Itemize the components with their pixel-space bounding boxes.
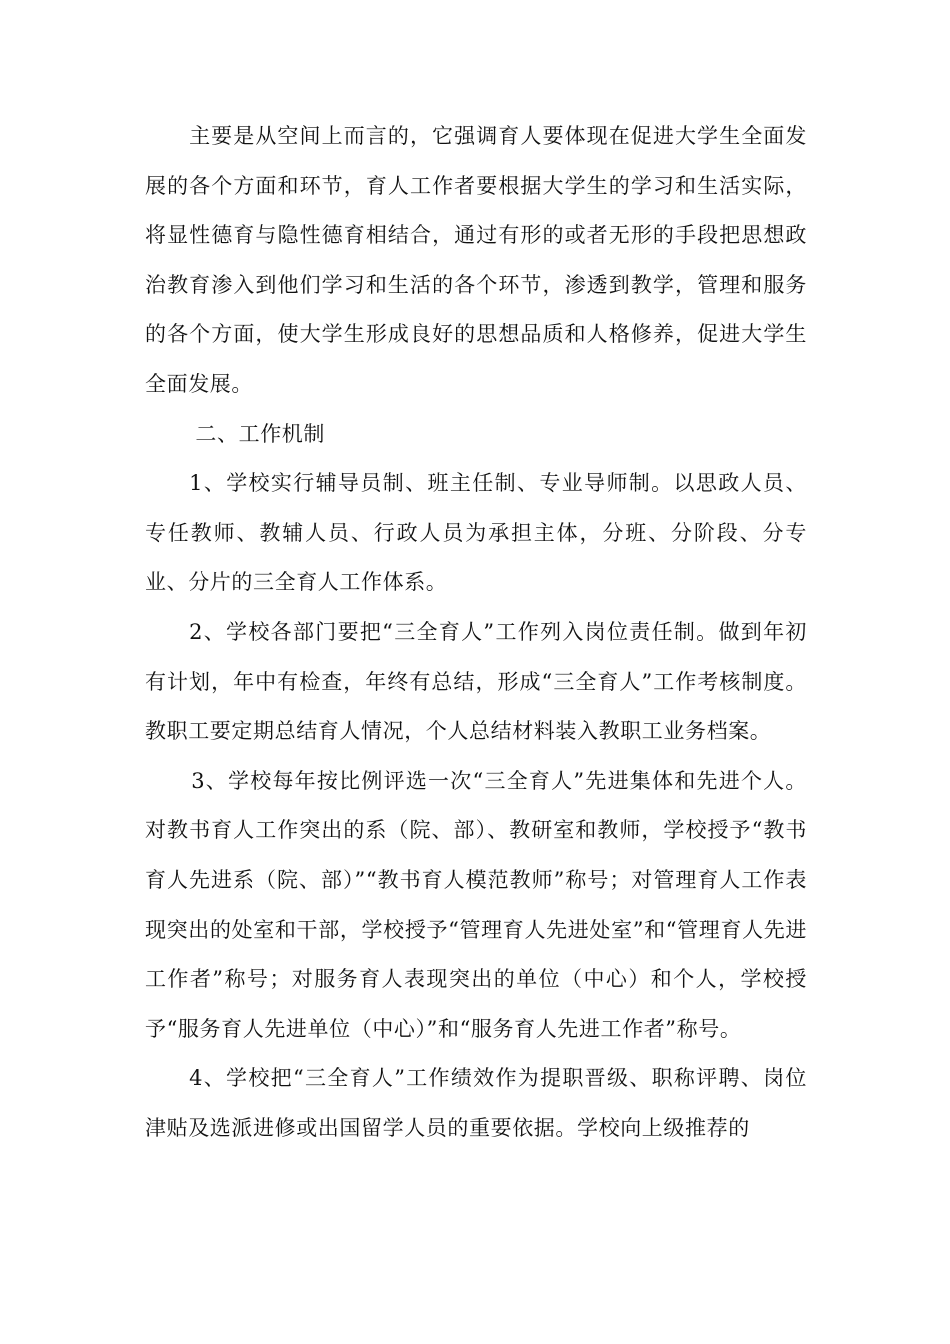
paragraph-item-2: 2、学校各部门要把“三全育人”工作列入岗位责任制。做到年初有计划，年中有检查，年终有总结，形成“三全育人”工作考核制度。教职工要定期总结育人情况，个人总结材料装入教职工业务档案。 — [145, 619, 807, 744]
paragraph-item-1: 1、学校实行辅导员制、班主任制、专业导师制。以思政人员、专任教师、教辅人员、行政人员为承担主体，分班、分阶段、分专业、分片的三全育人工作体系。 — [145, 471, 807, 595]
paragraph-item-4: 4、学校把“三全育人”工作绩效作为提职晋级、职称评聘、岗位津贴及选派进修或出国留学人员的重要依据。学校向上级推荐的 — [145, 1066, 807, 1140]
document-body — [145, 112, 807, 1153]
paragraph-item-3: 3、学校每年按比例评选一次“三全育人”先进集体和先进个人。对教书育人工作突出的系（院、部）、教研室和教师，学校授予“教书育人先进系（院、部）”“教书育人模范教师”称号；对管理育人工作表现突出的处室和干部，学校授予“管理育人先进处室”和“管理育人先进工作者”称号；对服务育人表现突出的单位（中心）和个人，学校授予“服务育人先进单位（中心）”和“服务育人先进工作者”称号。 — [145, 768, 807, 1041]
paragraph-intro: 主要是从空间上而言的，它强调育人要体现在促进大学生全面发展的各个方面和环节，育人工作者要根据大学生的学习和生活实际，将显性德育与隐性德育相结合，通过有形的或者无形的手段把思想政治教育渗入到他们学习和生活的各个环节，渗透到教学，管理和服务的各个方面，使大学生形成良好的思想品质和人格修养，促进大学生全面发展。 — [145, 124, 807, 396]
section-heading: 二、工作机制 — [195, 421, 325, 446]
